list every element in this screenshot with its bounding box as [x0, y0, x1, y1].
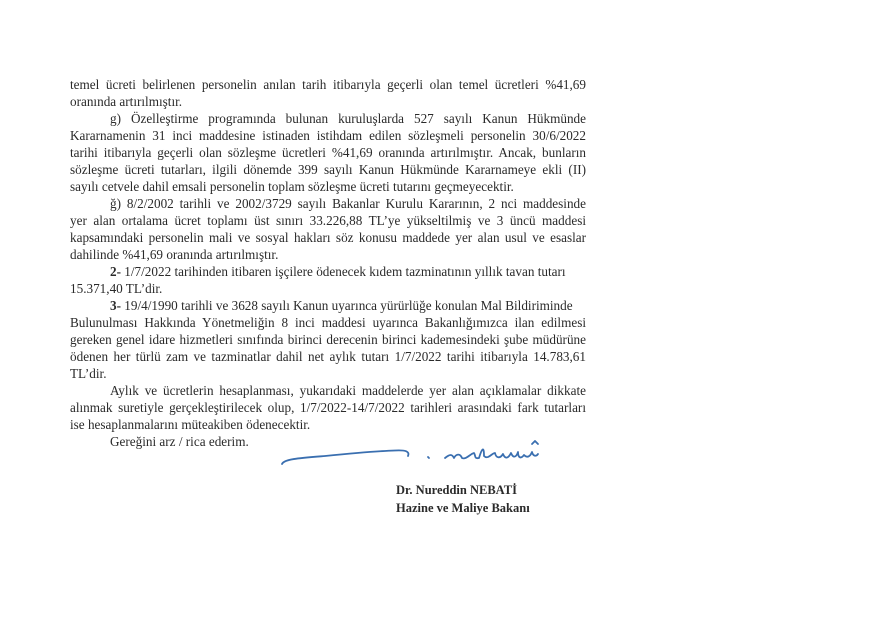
document-body	[70, 76, 586, 450]
text-line: TL’dir.	[70, 366, 107, 381]
signature-image	[280, 434, 570, 470]
text-line: gereken genel idare hizmetleri sınıfında birinci derecenin birinci kademesindeki şube müdürüne	[70, 332, 586, 347]
paragraph-calculation	[70, 382, 586, 433]
text-line: yer alan ortalama ücret toplamı üst sınırı 33.226,88 TL’ye yükseltilmiş ve 3 üncü maddesi	[70, 213, 586, 228]
text-line: Aylık ve ücretlerin hesaplanması, yukarıdaki maddelerde yer alan açıklamalar dikkate	[110, 383, 586, 398]
text-line	[70, 297, 586, 314]
text-line: tarihi itibarıyla geçerli olan sözleşme ücretleri %41,69 oranında artırılmıştır. Ancak, bunların	[70, 145, 586, 160]
signatory-block	[396, 481, 530, 517]
signatory-name: Dr. Nureddin NEBATİ	[396, 483, 517, 497]
text-line: 15.371,40 TL’dir.	[70, 281, 163, 296]
paragraph-3	[70, 297, 586, 382]
text-line: sözleşme ücreti tutarları, ilgili dönemde 399 sayılı Kanun Hükmünde Kararnameye ekli (II)	[70, 162, 586, 177]
text-line: oranında artırılmıştır.	[70, 94, 183, 109]
paragraph-g-breve	[70, 195, 586, 263]
text-line: alınmak suretiyle gerçekleştirilecek olup, 1/7/2022-14/7/2022 tarihleri arasındaki fark tutarları	[70, 400, 586, 415]
text-line: g) Özelleştirme programında bulunan kuruluşlarda 527 sayılı Kanun Hükmünde	[110, 111, 586, 126]
text-line: ödenen her türlü zam ve tazminatlar dahil net aylık tutarı 1/7/2022 tarihi itibarıyla 14.783,61	[70, 349, 586, 364]
text-line: Kararnamenin 31 inci maddesine istinaden istihdam edilen sözleşmeli personelin 30/6/2022	[70, 128, 586, 143]
text-line: Gereğini arz / rica ederim.	[110, 434, 249, 449]
signatory-title: Hazine ve Maliye Bakanı	[396, 501, 530, 515]
text-line: temel ücreti belirlenen personelin anılan tarih itibarıyla geçerli olan temel ücretleri %41,69	[70, 77, 586, 92]
signature-icon	[280, 434, 570, 470]
text-line: kapsamındaki personelin mali ve sosyal hakları söz konusu maddede yer alan usul ve esaslar	[70, 230, 586, 245]
text-line: ğ) 8/2/2002 tarihli ve 2002/3729 sayılı Bakanlar Kurulu Kararının, 2 nci maddesinde	[110, 196, 586, 211]
paragraph-2	[70, 263, 586, 297]
text-line: dahilinde %41,69 oranında artırılmıştır.	[70, 247, 279, 262]
item-number: 3-	[110, 298, 121, 313]
text-line-content: 1/7/2022 tarihinden itibaren işçilere ödenecek kıdem tazminatının yıllık tavan tutarı	[121, 264, 566, 279]
text-line: sayılı cetvele dahil emsali personelin toplam sözleşme ücreti tutarını geçmeyecektir.	[70, 179, 514, 194]
text-line	[70, 263, 586, 280]
item-number: 2-	[110, 264, 121, 279]
text-line-content: 19/4/1990 tarihli ve 3628 sayılı Kanun uyarınca yürürlüğe konulan Mal Bildiriminde	[121, 298, 573, 313]
paragraph-intro-end	[70, 76, 586, 110]
text-line: Bulunulması Hakkında Yönetmeliğin 8 inci maddesi uyarınca Bakanlığımızca ilan edilmesi	[70, 315, 586, 330]
text-line: ise hesaplanmalarını müteakiben ödenecektir.	[70, 417, 311, 432]
paragraph-g	[70, 110, 586, 195]
